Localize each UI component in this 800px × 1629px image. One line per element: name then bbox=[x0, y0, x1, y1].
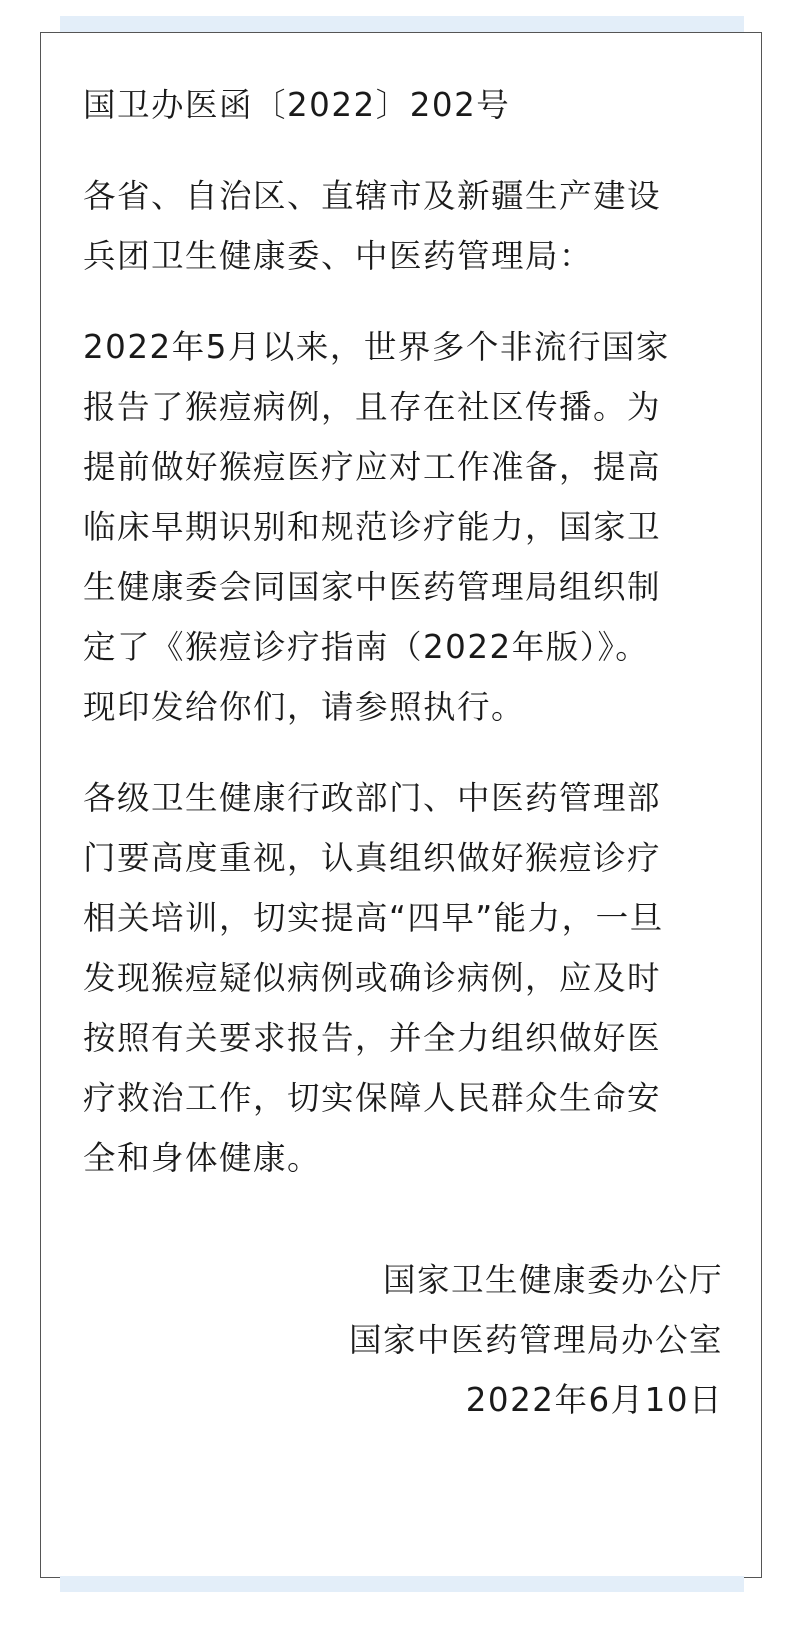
paragraph-requirements bbox=[83, 768, 723, 1188]
signature-block bbox=[83, 1250, 723, 1430]
document-number: 国卫办医函〔2022〕202号 bbox=[83, 86, 511, 124]
addressee bbox=[83, 166, 723, 286]
paragraph-line: 现印发给你们，请参照执行。 bbox=[83, 688, 526, 726]
top-decorative-band bbox=[60, 16, 744, 32]
paragraph-line: 提前做好猴痘医疗应对工作准备，提高 bbox=[83, 448, 662, 486]
document-frame bbox=[40, 32, 762, 1578]
paragraph-line: 全和身体健康。 bbox=[83, 1139, 322, 1177]
paragraph-line: 临床早期识别和规范诊疗能力，国家卫 bbox=[83, 508, 662, 546]
paragraph-line: 定了《猴痘诊疗指南（2022年版）》。 bbox=[83, 628, 650, 666]
paragraph-line: 报告了猴痘病例，且存在社区传播。为 bbox=[83, 388, 662, 426]
document-body bbox=[83, 75, 723, 1430]
addressee-line: 各省、自治区、直辖市及新疆生产建设 bbox=[83, 177, 662, 215]
paragraph-line: 生健康委会同国家中医药管理局组织制 bbox=[83, 568, 662, 606]
paragraph-line: 门要高度重视，认真组织做好猴痘诊疗 bbox=[83, 839, 662, 877]
paragraph-line: 相关培训，切实提高“四早”能力，一旦 bbox=[83, 899, 664, 937]
issuer-health-commission: 国家卫生健康委办公厅 bbox=[382, 1261, 723, 1299]
paragraph-line: 疗救治工作，切实保障人民群众生命安 bbox=[83, 1079, 662, 1117]
paragraph-line: 各级卫生健康行政部门、中医药管理部 bbox=[83, 779, 662, 817]
issue-date: 2022年6月10日 bbox=[465, 1381, 723, 1419]
bottom-decorative-band bbox=[60, 1576, 744, 1592]
paragraph-line: 发现猴痘疑似病例或确诊病例，应及时 bbox=[83, 959, 662, 997]
paragraph-notice bbox=[83, 317, 723, 737]
issuer-tcm-administration: 国家中医药管理局办公室 bbox=[348, 1321, 723, 1359]
addressee-line: 兵团卫生健康委、中医药管理局： bbox=[83, 237, 594, 275]
paragraph-line: 按照有关要求报告，并全力组织做好医 bbox=[83, 1019, 662, 1057]
paragraph-line: 2022年5月以来，世界多个非流行国家 bbox=[83, 328, 670, 366]
